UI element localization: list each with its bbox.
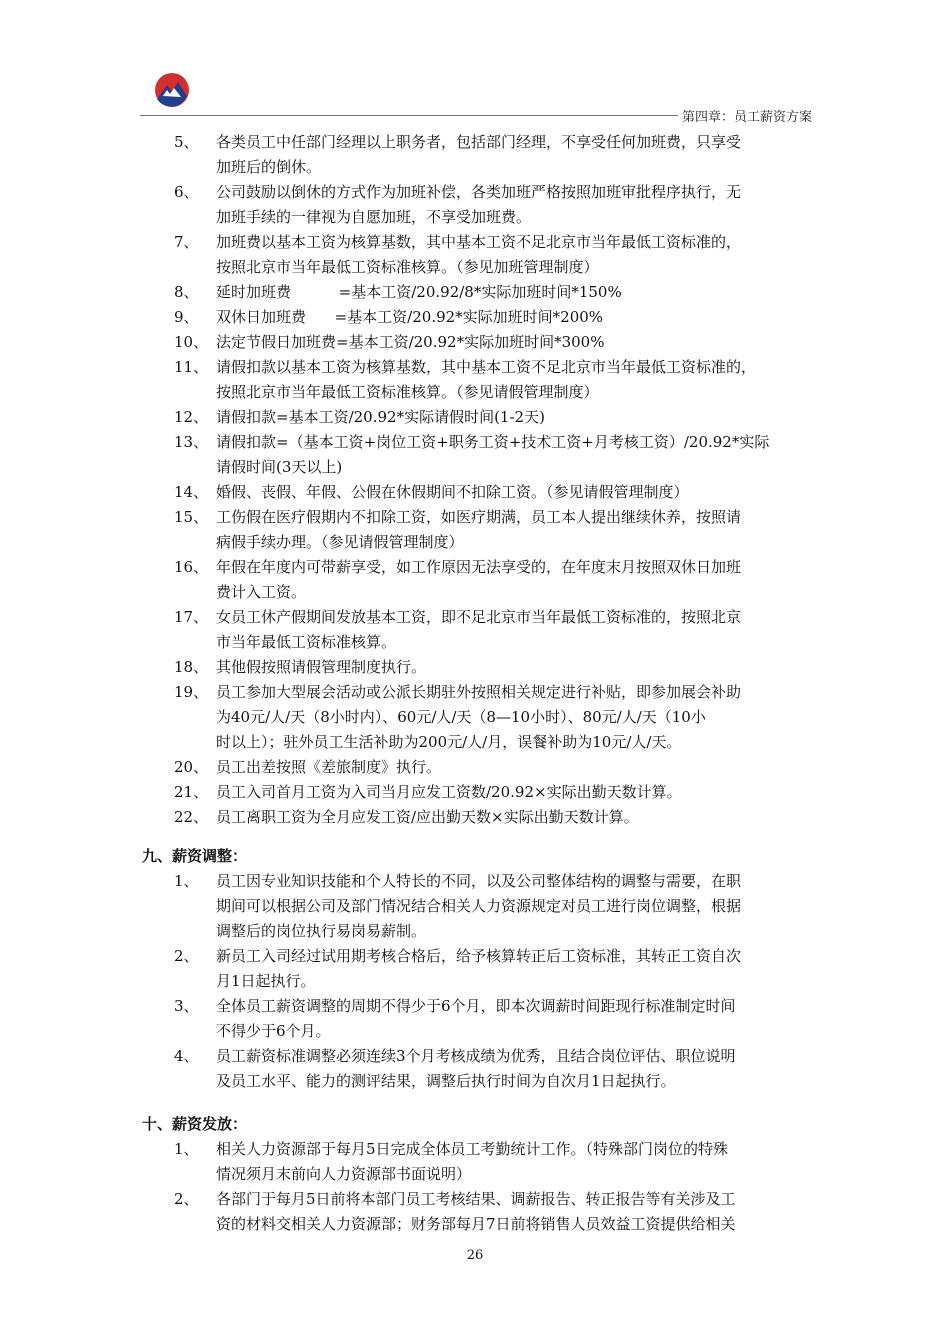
item-line: 月1日起执行。 (216, 972, 316, 990)
item-text (216, 430, 806, 480)
item-line: 为40元/人/天（8小时内）、60元/人/天（8—10小时）、80元/人/天（10小 (216, 708, 706, 726)
item-number: 10、 (174, 333, 209, 351)
item-line: 员工入司首月工资为入司当月应发工资数/20.92×实际出勤天数计算。 (216, 783, 682, 801)
item-text (216, 605, 806, 655)
item-line: 员工参加大型展会活动或公派长期驻外按照相关规定进行补贴，即参加展会补助 (216, 683, 742, 701)
item-line: 加班手续的一律视为自愿加班，不享受加班费。 (216, 208, 532, 226)
item-number: 16、 (174, 558, 209, 576)
list-item (0, 305, 950, 330)
item-line: 新员工入司经过试用期考核合格后，给予核算转正后工资标准，其转正工资自次 (216, 947, 742, 965)
list-item (0, 869, 950, 944)
list-item (0, 555, 950, 605)
item-text (216, 355, 806, 405)
item-text (216, 1187, 806, 1237)
item-number: 4、 (174, 1047, 199, 1065)
item-text (216, 130, 806, 180)
list-item (0, 1044, 950, 1094)
item-line: 各部门于每月5日前将本部门员工考核结果、调薪报告、转正报告等有关涉及工 (216, 1190, 736, 1208)
list-item (0, 755, 950, 780)
item-text (216, 869, 806, 944)
section-9-list (0, 869, 950, 1094)
company-logo (154, 72, 190, 108)
document-body (0, 130, 950, 1237)
item-line: 公司鼓励以倒休的方式作为加班补偿，各类加班严格按照加班审批程序执行，无 (216, 183, 742, 201)
item-line: 加班费以基本工资为核算基数，其中基本工资不足北京市当年最低工资标准的， (216, 233, 742, 251)
item-number: 18、 (174, 658, 209, 676)
item-line: 病假手续办理。（参见请假管理制度） (216, 533, 464, 551)
item-number: 19、 (174, 683, 209, 701)
item-text (216, 655, 806, 680)
item-line: 延时加班费 =基本工资/20.92/8*实际加班时间*150% (216, 283, 622, 301)
item-number: 5、 (174, 133, 199, 151)
item-text (216, 680, 806, 755)
item-line: 全体员工薪资调整的周期不得少于6个月，即本次调薪时间距现行标准制定时间 (216, 997, 736, 1015)
item-text (216, 1137, 806, 1187)
item-number: 12、 (174, 408, 209, 426)
item-text (216, 555, 806, 605)
item-number: 17、 (174, 608, 209, 626)
item-text (216, 305, 806, 330)
chapter-header: 第四章：员工薪资方案 (678, 106, 812, 125)
list-item (0, 605, 950, 655)
item-text (216, 1044, 806, 1094)
item-line: 年假在年度内可带薪享受，如工作原因无法享受的，在年度末月按照双休日加班 (216, 558, 742, 576)
list-item (0, 680, 950, 755)
item-line: 相关人力资源部于每月5日完成全体员工考勤统计工作。（特殊部门岗位的特殊 (216, 1140, 729, 1158)
item-number: 2、 (174, 947, 199, 965)
list-item (0, 230, 950, 280)
item-line: 其他假按照请假管理制度执行。 (216, 658, 427, 676)
list-item (0, 355, 950, 405)
item-text (216, 994, 806, 1044)
item-number: 14、 (174, 483, 209, 501)
item-line: 婚假、丧假、年假、公假在休假期间不扣除工资。（参见请假管理制度） (216, 483, 689, 501)
item-text (216, 280, 806, 305)
list-item (0, 130, 950, 180)
item-number: 9、 (174, 308, 199, 326)
item-line: 不得少于6个月。 (216, 1022, 331, 1040)
item-line: 请假时间(3天以上) (216, 458, 343, 476)
page-number: 26 (466, 1248, 484, 1263)
item-line: 工伤假在医疗假期内不扣除工资，如医疗期满，员工本人提出继续休养，按照请 (216, 508, 742, 526)
list-item (0, 944, 950, 994)
item-number: 6、 (174, 183, 199, 201)
item-text (216, 755, 806, 780)
item-line: 请假扣款以基本工资为核算基数，其中基本工资不足北京市当年最低工资标准的， (216, 358, 757, 376)
item-line: 法定节假日加班费=基本工资/20.92*实际加班时间*300% (216, 333, 605, 351)
item-number: 1、 (174, 872, 199, 890)
item-text (216, 944, 806, 994)
item-line: 资的材料交相关人力资源部；财务部每月7日前将销售人员效益工资提供给相关 (216, 1215, 736, 1233)
item-line: 员工薪资标准调整必须连续3个月考核成绩为优秀，且结合岗位评估、职位说明 (216, 1047, 736, 1065)
item-text (216, 480, 806, 505)
item-text (216, 780, 806, 805)
list-item (0, 480, 950, 505)
item-line: 调整后的岗位执行易岗易薪制。 (216, 922, 427, 940)
item-number: 20、 (174, 758, 209, 776)
list-item (0, 505, 950, 555)
item-line: 员工因专业知识技能和个人特长的不同，以及公司整体结构的调整与需要，在职 (216, 872, 742, 890)
item-number: 1、 (174, 1140, 199, 1158)
item-line: 市当年最低工资标准核算。 (216, 633, 397, 651)
item-line: 按照北京市当年最低工资标准核算。（参见加班管理制度） (216, 258, 599, 276)
item-number: 8、 (174, 283, 199, 301)
list-item (0, 180, 950, 230)
list-item (0, 1187, 950, 1237)
section-10-list (0, 1137, 950, 1237)
list-item (0, 405, 950, 430)
item-number: 11、 (174, 358, 209, 376)
item-number: 15、 (174, 508, 209, 526)
item-line: 员工离职工资为全月应发工资/应出勤天数×实际出勤天数计算。 (216, 808, 639, 826)
item-line: 员工出差按照《差旅制度》执行。 (216, 758, 442, 776)
item-number: 22、 (174, 808, 209, 826)
item-text (216, 230, 806, 280)
section-continued-list (0, 130, 950, 830)
item-line: 情况须月末前向人力资源部书面说明） (216, 1165, 472, 1183)
item-number: 13、 (174, 433, 209, 451)
item-line: 加班后的倒休。 (216, 158, 322, 176)
list-item (0, 994, 950, 1044)
item-number: 2、 (174, 1190, 199, 1208)
section-10-heading: 十、薪资发放： (142, 1115, 248, 1133)
item-text (216, 805, 806, 830)
item-line: 请假扣款=（基本工资+岗位工资+职务工资+技术工资+月考核工资）/20.92*实际 (216, 433, 770, 451)
list-item (0, 655, 950, 680)
item-line: 时以上）；驻外员工生活补助为200元/人/月，误餐补助为10元/人/天。 (216, 733, 682, 751)
item-line: 各类员工中任部门经理以上职务者，包括部门经理，不享受任何加班费，只享受 (216, 133, 742, 151)
item-text (216, 505, 806, 555)
list-item (0, 330, 950, 355)
item-line: 请假扣款=基本工资/20.92*实际请假时间(1-2天) (216, 408, 545, 426)
item-line: 费计入工资。 (216, 583, 307, 601)
item-line: 按照北京市当年最低工资标准核算。（参见请假管理制度） (216, 383, 599, 401)
item-line: 女员工休产假期间发放基本工资，即不足北京市当年最低工资标准的，按照北京 (216, 608, 742, 626)
item-text (216, 180, 806, 230)
list-item (0, 805, 950, 830)
item-number: 7、 (174, 233, 199, 251)
item-number: 21、 (174, 783, 209, 801)
item-line: 双休日加班费 =基本工资/20.92*实际加班时间*200% (216, 308, 604, 326)
section-9-heading: 九、薪资调整： (142, 847, 248, 865)
item-line: 期间可以根据公司及部门情况结合相关人力资源规定对员工进行岗位调整，根据 (216, 897, 742, 915)
item-number: 3、 (174, 997, 199, 1015)
list-item (0, 1137, 950, 1187)
item-line: 及员工水平、能力的测评结果，调整后执行时间为自次月1日起执行。 (216, 1072, 676, 1090)
item-text (216, 405, 806, 430)
list-item (0, 280, 950, 305)
list-item (0, 430, 950, 480)
item-text (216, 330, 806, 355)
list-item (0, 780, 950, 805)
